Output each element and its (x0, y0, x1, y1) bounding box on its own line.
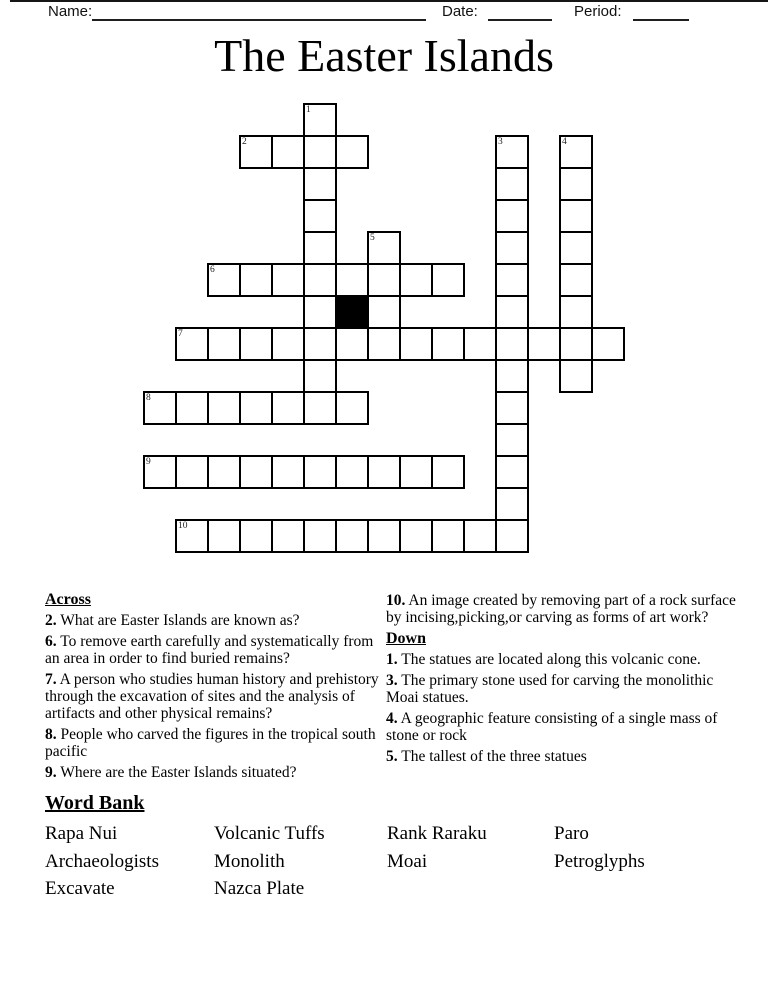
grid-cell[interactable] (207, 455, 241, 489)
grid-cell-black (335, 295, 369, 329)
grid-cell[interactable] (303, 455, 337, 489)
grid-cell[interactable] (271, 455, 305, 489)
crossword-grid (143, 103, 626, 554)
clue-down-1: 1. The statues are located along this volcanic cone. (386, 651, 701, 668)
grid-cell[interactable] (175, 391, 209, 425)
word-bank-column (214, 820, 325, 903)
period-line[interactable] (633, 0, 689, 21)
clues-left-column (45, 591, 387, 785)
grid-cell[interactable] (495, 135, 529, 169)
grid-cell[interactable] (239, 455, 273, 489)
grid-cell[interactable] (143, 455, 177, 489)
grid-cell[interactable] (495, 231, 529, 265)
page-title: The Easter Islands (214, 30, 554, 81)
grid-cell[interactable] (559, 231, 593, 265)
clue-across-8: 8. People who carved the figures in the tropical south pacific (45, 726, 376, 760)
grid-cell[interactable] (399, 263, 433, 297)
clue-across-2: 2. What are Easter Islands are known as? (45, 612, 300, 629)
grid-cell[interactable] (303, 263, 337, 297)
grid-cell[interactable] (495, 327, 529, 361)
grid-cell[interactable] (303, 519, 337, 553)
grid-cell[interactable] (399, 327, 433, 361)
grid-cell[interactable] (495, 423, 529, 457)
grid-cell[interactable] (399, 455, 433, 489)
grid-cell[interactable] (207, 327, 241, 361)
grid-cell-number: 2 (242, 137, 247, 147)
word-bank-item: Rapa Nui (45, 823, 118, 844)
grid-cell[interactable] (143, 391, 177, 425)
clue-across-6: 6. To remove earth carefully and systematically from an area in order to find buried remains? (45, 633, 374, 667)
grid-cell[interactable] (335, 135, 369, 169)
grid-cell[interactable] (239, 391, 273, 425)
grid-cell[interactable] (431, 263, 465, 297)
grid-cell[interactable] (175, 327, 209, 361)
grid-cell[interactable] (559, 199, 593, 233)
grid-cell[interactable] (239, 519, 273, 553)
grid-cell[interactable] (559, 135, 593, 169)
grid-cell[interactable] (495, 359, 529, 393)
grid-cell[interactable] (175, 519, 209, 553)
grid-cell[interactable] (303, 199, 337, 233)
word-bank-item: Excavate (45, 878, 115, 899)
grid-cell[interactable] (367, 295, 401, 329)
grid-cell[interactable] (271, 391, 305, 425)
grid-cell[interactable] (367, 455, 401, 489)
name-label: Name: (48, 3, 93, 20)
grid-cell[interactable] (207, 391, 241, 425)
word-bank-item: Archaeologists (45, 850, 159, 872)
date-label: Date: (442, 3, 478, 20)
clue-down-4: 4. A geographic feature consisting of a single mass of stone or rock (386, 710, 718, 744)
grid-cell[interactable] (207, 263, 241, 297)
clue-across-7: 7. A person who studies human history and prehistory through the excavation of sites and the analysis of artifacts and other physical remains? (45, 671, 379, 722)
grid-cell[interactable] (559, 295, 593, 329)
grid-cell[interactable] (463, 519, 497, 553)
grid-cell[interactable] (399, 519, 433, 553)
clue-down-3: 3. The primary stone used for carving the monolithic Moai statues. (386, 672, 714, 706)
word-bank-item: Monolith (214, 850, 285, 872)
grid-cell[interactable] (335, 455, 369, 489)
across-heading: Across (45, 591, 91, 608)
grid-cell-number: 10 (178, 521, 188, 531)
grid-cell[interactable] (559, 167, 593, 201)
clue-down-5: 5. The tallest of the three statues (386, 748, 587, 765)
grid-cell[interactable] (239, 263, 273, 297)
grid-cell[interactable] (303, 103, 337, 137)
grid-cell[interactable] (335, 391, 369, 425)
grid-cell[interactable] (559, 263, 593, 297)
grid-cell[interactable] (495, 487, 529, 521)
date-line[interactable] (488, 0, 552, 21)
grid-cell[interactable] (335, 519, 369, 553)
grid-cell[interactable] (495, 167, 529, 201)
grid-cell[interactable] (303, 231, 337, 265)
word-bank-item: Moai (387, 850, 428, 872)
grid-cell[interactable] (431, 327, 465, 361)
grid-cell[interactable] (207, 519, 241, 553)
grid-cell[interactable] (367, 263, 401, 297)
grid-cell-number: 1 (306, 105, 311, 115)
grid-cell[interactable] (335, 327, 369, 361)
grid-cell[interactable] (431, 519, 465, 553)
grid-cell[interactable] (495, 519, 529, 553)
grid-cell[interactable] (239, 327, 273, 361)
grid-cell[interactable] (271, 519, 305, 553)
word-bank-item: Paro (554, 823, 589, 844)
grid-cell-number: 5 (370, 233, 375, 243)
period-label: Period: (574, 3, 622, 20)
grid-cell-number: 8 (146, 393, 151, 403)
word-bank-column (45, 820, 159, 903)
grid-cell[interactable] (335, 263, 369, 297)
grid-cell[interactable] (495, 295, 529, 329)
grid-cell[interactable] (463, 327, 497, 361)
grid-cell[interactable] (431, 455, 465, 489)
grid-cell[interactable] (303, 135, 337, 169)
word-bank-item: Petroglyphs (554, 850, 645, 872)
grid-cell[interactable] (495, 263, 529, 297)
grid-cell[interactable] (175, 455, 209, 489)
clue-across-9: 9. Where are the Easter Islands situated? (45, 764, 297, 781)
grid-cell[interactable] (303, 167, 337, 201)
word-bank-item: Volcanic Tuffs (214, 823, 325, 844)
word-bank-item: Nazca Plate (214, 878, 305, 899)
grid-cell[interactable] (495, 455, 529, 489)
grid-cell[interactable] (271, 135, 305, 169)
grid-cell-number: 4 (562, 137, 567, 147)
grid-cell[interactable] (495, 391, 529, 425)
grid-cell[interactable] (527, 327, 561, 361)
grid-cell[interactable] (303, 295, 337, 329)
grid-cell-number: 3 (498, 137, 503, 147)
grid-cell[interactable] (271, 327, 305, 361)
grid-cell[interactable] (367, 327, 401, 361)
grid-cell[interactable] (367, 231, 401, 265)
grid-cell[interactable] (303, 391, 337, 425)
grid-cell[interactable] (303, 327, 337, 361)
word-bank-column (387, 820, 487, 875)
clues-right-column (386, 592, 742, 769)
down-heading: Down (386, 630, 427, 647)
word-bank-column (554, 820, 645, 875)
grid-cell[interactable] (495, 199, 529, 233)
grid-cell[interactable] (271, 263, 305, 297)
grid-cell[interactable] (559, 359, 593, 393)
word-bank-heading: Word Bank (45, 792, 145, 814)
grid-cell[interactable] (367, 519, 401, 553)
name-line[interactable] (92, 0, 426, 21)
word-bank-item: Rank Raraku (387, 823, 487, 844)
grid-cell-number: 6 (210, 265, 215, 275)
grid-cell[interactable] (559, 327, 593, 361)
grid-cell[interactable] (239, 135, 273, 169)
grid-cell-number: 7 (178, 329, 183, 339)
grid-cell-number: 9 (146, 457, 151, 467)
grid-cell[interactable] (303, 359, 337, 393)
grid-cell[interactable] (591, 327, 625, 361)
clue-across-10: 10. An image created by removing part of a rock surface by incising,picking,or carving as forms of art work? (386, 592, 736, 626)
